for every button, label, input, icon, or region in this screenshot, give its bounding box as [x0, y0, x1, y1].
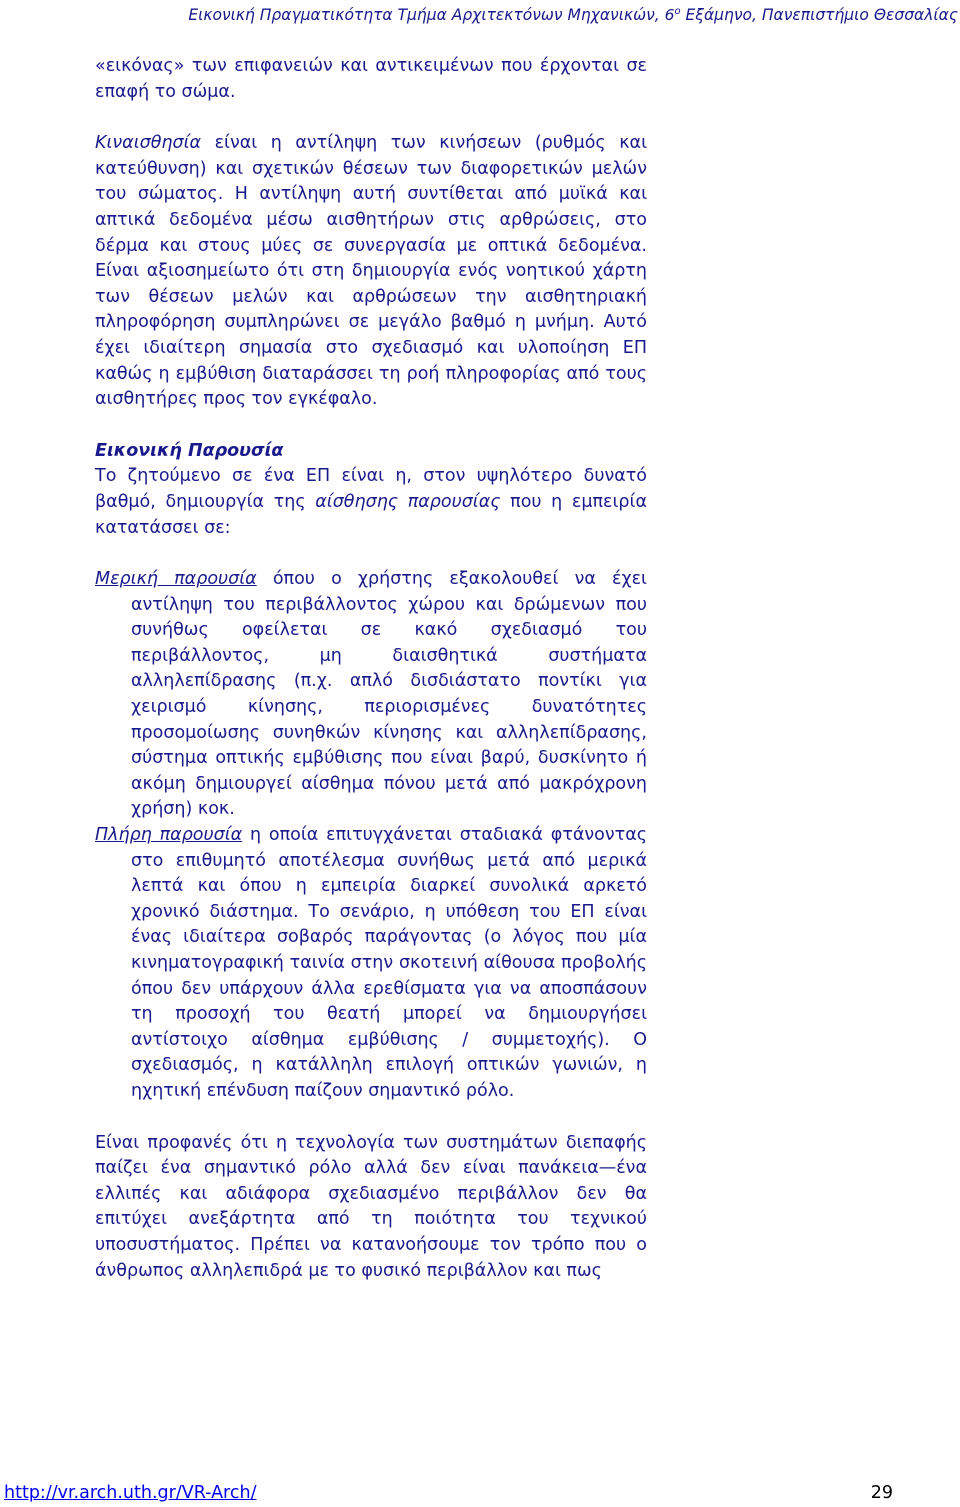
footer-url-link[interactable]: http://vr.arch.uth.gr/VR-Arch/: [4, 1483, 257, 1503]
paragraph-kinesthesia: [95, 131, 647, 413]
running-header: [0, 6, 958, 24]
paragraph-interface-tech: Είναι προφανές ότι η τεχνολογία των συστημάτων διεπαφής παίζει ένα σημαντικό ρόλο αλλά δεν είναι πανάκεια—ένα ελλιπές και αδιάφορα σχεδιασμένο περιβάλλον δεν θα επιτύχει ανεξάρτητα από τη ποιότητα του τεχνικού υποσυστήματος. Πρέπει να κατανοήσουμε τον τρόπο που ο άνθρωπος αλληλεπιδρά με το φυσικό περιβάλλον και πως: [95, 1132, 647, 1281]
presence-intro-italic: αίσθησης παρουσίας: [315, 491, 501, 512]
section-title-text: Εικονική Παρουσία: [95, 440, 284, 461]
term-partial-presence: Μερική παρουσία: [95, 569, 257, 590]
presence-intro-before: Το ζητούμενο σε ένα ΕΠ είναι η, στον υψηλότερο δυνατό βαθμό, δημιουργία της: [95, 466, 647, 512]
paragraph-presence-intro: [95, 464, 647, 541]
page-content: [95, 54, 647, 1284]
header-text-end: Εξάμηνο, Πανεπιστήμιο Θεσσαλίας: [680, 6, 958, 25]
paragraph-continuation: «εικόνας» των επιφανειών και αντικειμένων που έρχονται σε επαφή το σώμα.: [95, 56, 647, 102]
partial-presence-text: όπου ο χρήστης εξακολουθεί να έχει αντίληψη του περιβάλλοντος χώρου και δρώμενων που συνήθως οφείλεται σε κακό σχεδιασμό του περιβάλλοντος, μη διαισθητικά συστήματα αλληλεπίδρασης (π.χ. απλό δισδιάστατο ποντίκι για χειρισμό κίνησης, περιορισμένες δυνατότητες προσομοίωσης συνηθκών κίνησης και αλληλεπίδρασης, σύστημα οπτικής εμβύθισης που είναι βαρύ, δυσκίνητο ή ακόμη δημιουργεί αίσθημα πόνου μετά από μακρόχρονη χρήση) κοκ.: [131, 569, 647, 820]
full-presence-text: η οποία επιτυγχάνεται σταδιακά φτάνοντας στο επιθυμητό αποτέλεσμα συνήθως μετά από μερικά λεπτά και όπου η εμπειρία διαρκεί συνολικά αρκετό χρονικό διάστημα. Το σενάριο, η υπόθεση του ΕΠ είναι ένας ιδιαίτερα σοβαρός παράγοντας (ο λόγος που μία κινηματογραφική ταινία στην σκοτεινή αίθουσα προβολής όπου δεν υπάρχουν άλλα ερεθίσματα για να αποσπάσουν τη προσοχή του θεατή μπορεί να δημιουργήσει αντίστοιχο αίσθημα εμβύθισης / συμμετοχής). Ο σχεδιασμός, η κατάλληλη επιλογή οπτικών γωνιών, η ηχητική επένδυση παίζουν σημαντικό ρόλο.: [131, 825, 648, 1101]
header-superscript: ο: [674, 6, 681, 17]
page-number: 29: [870, 1483, 893, 1503]
term-kinesthesia: Κιναισθησία: [95, 133, 202, 154]
presence-intro-after: που η εμπειρία κατατάσσει σε:: [95, 491, 647, 538]
kinesthesia-text: είναι η αντίληψη των κινήσεων (ρυθμός και κατεύθυνση) και σχετικών θέσεων των διαφορετικών μελών του σώματος. Η αντίληψη αυτή συντίθεται από μυϊκά και απτικά δεδομένα μέσω αισθητήρων στις αρθρώσεις, στο δέρμα και στους μύες σε συνεργασία με οπτικά δεδομένα. Είναι αξιοσημείωτο ότι στη δημιουργία ενός νοητικού χάρτη των θέσεων μελών και αρθρώσεων την αισθητηριακή πληροφόρηση συμπληρώνει σε μεγάλο βαθμό η μνήμη. Αυτό έχει ιδιαίτερη σημασία στο σχεδιασμό και υλοποίηση ΕΠ καθώς η εμβύθιση διαταράσσει τη ροή πληροφορίας από τους αισθητήρες προς τον εγκέφαλο.: [95, 133, 647, 410]
list-item-full-presence: [95, 823, 647, 1105]
header-text: Εικονική Πραγματικότητα Τμήμα Αρχιτεκτόνων Μηχανικών, 6: [188, 6, 675, 25]
list-item-partial-presence: [95, 567, 647, 823]
term-full-presence: Πλήρη παρουσία: [95, 825, 243, 846]
section-title: [95, 439, 647, 465]
